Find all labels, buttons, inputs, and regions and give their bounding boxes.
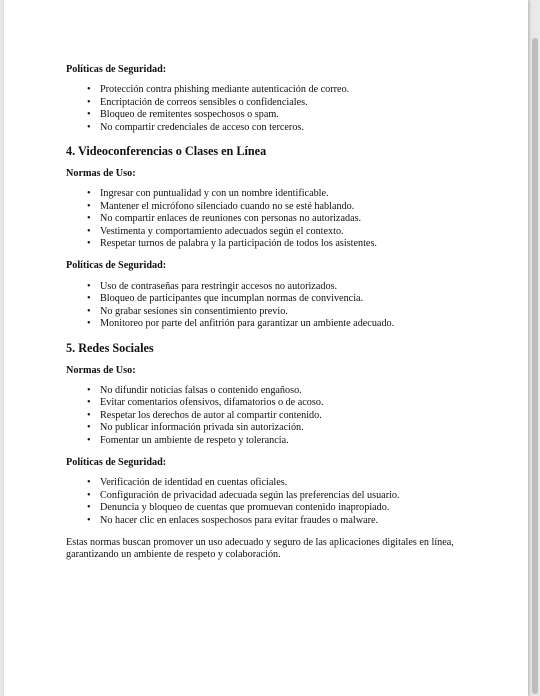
- vertical-scrollbar[interactable]: [532, 38, 538, 694]
- list-item: • Respetar los derechos de autor al compartir contenido.: [66, 410, 486, 422]
- list-item: • Respetar turnos de palabra y la participación de todos los asistentes.: [66, 238, 486, 250]
- list-item: • No hacer clic en enlaces sospechosos para evitar fraudes o malware.: [66, 515, 486, 527]
- label-video-security-policies: Políticas de Seguridad:: [66, 260, 167, 272]
- document-content: [66, 64, 486, 562]
- label-video-usage-rules: Normas de Uso:: [66, 168, 136, 180]
- list-item: • Evitar comentarios ofensivos, difamatorios o de acoso.: [66, 397, 486, 409]
- list-social-security-policies: [66, 477, 486, 527]
- list-item: • Vestimenta y comportamiento adecuados según el contexto.: [66, 226, 486, 238]
- list-item: • Uso de contraseñas para restringir accesos no autorizados.: [66, 281, 486, 293]
- list-item: • Protección contra phishing mediante autenticación de correo.: [66, 84, 486, 96]
- section-heading-social-networks: 5. Redes Sociales: [66, 340, 154, 355]
- document-page: [4, 0, 528, 696]
- list-item: • Bloqueo de remitentes sospechosos o spam.: [66, 109, 486, 121]
- label-email-security-policies: Políticas de Seguridad:: [66, 64, 167, 75]
- list-social-usage-rules: [66, 385, 486, 447]
- list-item: • Bloqueo de participantes que incumplan normas de convivencia.: [66, 293, 486, 305]
- list-item: • Configuración de privacidad adecuada según las preferencias del usuario.: [66, 490, 486, 502]
- label-social-usage-rules: Normas de Uso:: [66, 364, 136, 376]
- list-email-security-policies: [66, 84, 486, 134]
- conclusion-line: Estas normas buscan promover un uso adecuado y seguro de las aplicaciones digitales en línea,: [66, 536, 454, 548]
- list-video-usage-rules: [66, 188, 486, 250]
- list-item: • Verificación de identidad en cuentas oficiales.: [66, 477, 486, 489]
- list-item: • No compartir enlaces de reuniones con personas no autorizadas.: [66, 213, 486, 225]
- list-item: • Monitoreo por parte del anfitrión para garantizar un ambiente adecuado.: [66, 318, 486, 330]
- list-item: • No compartir credenciales de acceso con terceros.: [66, 122, 486, 134]
- list-video-security-policies: [66, 281, 486, 331]
- label-social-security-policies: Políticas de Seguridad:: [66, 456, 167, 468]
- list-item: • Ingresar con puntualidad y con un nombre identificable.: [66, 188, 486, 200]
- conclusion-line: garantizando un ambiente de respeto y colaboración.: [66, 549, 281, 561]
- list-item: • Mantener el micrófono silenciado cuando no se esté hablando.: [66, 201, 486, 213]
- list-item: • Encriptación de correos sensibles o confidenciales.: [66, 97, 486, 109]
- list-item: • Denuncia y bloqueo de cuentas que promuevan contenido inapropiado.: [66, 502, 486, 514]
- list-item: • No grabar sesiones sin consentimiento previo.: [66, 306, 486, 318]
- list-item: • Fomentar un ambiente de respeto y tolerancia.: [66, 435, 486, 447]
- conclusion-paragraph: [66, 537, 486, 562]
- list-item: • No publicar información privada sin autorización.: [66, 422, 486, 434]
- list-item: • No difundir noticias falsas o contenido engañoso.: [66, 385, 486, 397]
- section-heading-videoconferences: 4. Videoconferencias o Clases en Línea: [66, 144, 267, 159]
